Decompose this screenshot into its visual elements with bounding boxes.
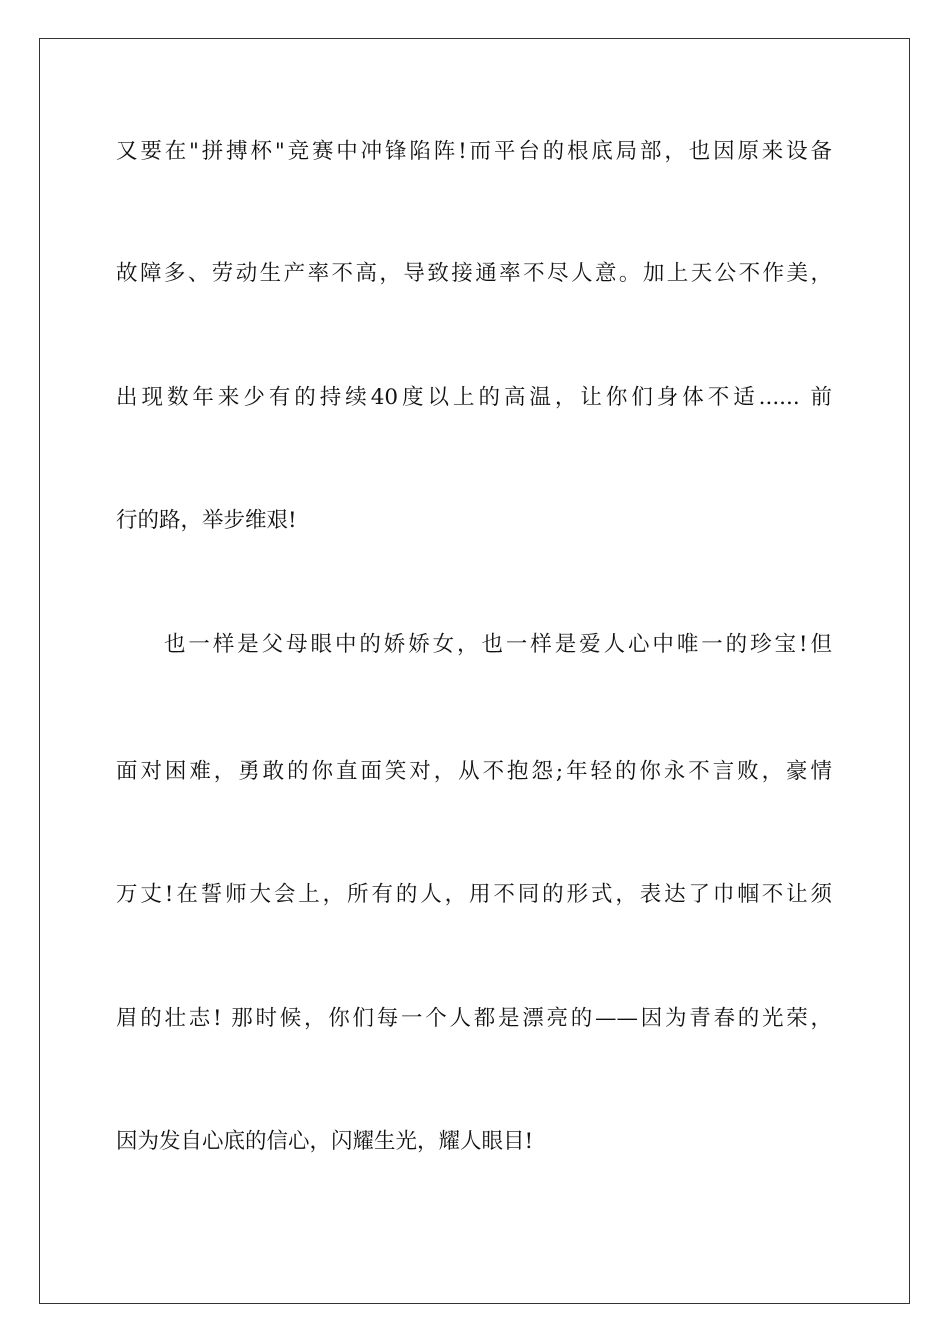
text-line-9: 因为发自心底的信心，闪耀生光，耀人眼目! — [116, 1129, 534, 1154]
text-line-1: 又要在"拼搏杯"竞赛中冲锋陷阵!而平台的根底局部，也因原来设备 — [116, 139, 832, 164]
page-border — [39, 38, 910, 1304]
text-line-3: 出现数年来少有的持续40度以上的高温，让你们身体不适...... 前 — [116, 385, 832, 410]
text-line-4: 行的路，举步维艰! — [116, 508, 297, 533]
text-line-6: 面对困难，勇敢的你直面笑对，从不抱怨;年轻的你永不言败，豪情 — [116, 759, 832, 784]
text-line-7: 万丈!在誓师大会上，所有的人，用不同的形式，表达了巾帼不让须 — [116, 882, 832, 907]
text-line-2: 故障多、劳动生产率不高，导致接通率不尽人意。加上天公不作美， — [116, 261, 832, 286]
text-line-5: 也一样是父母眼中的娇娇女，也一样是爱人心中唯一的珍宝!但 — [164, 632, 832, 657]
text-line-8: 眉的壮志! 那时候，你们每一个人都是漂亮的——因为青春的光荣， — [116, 1006, 832, 1031]
